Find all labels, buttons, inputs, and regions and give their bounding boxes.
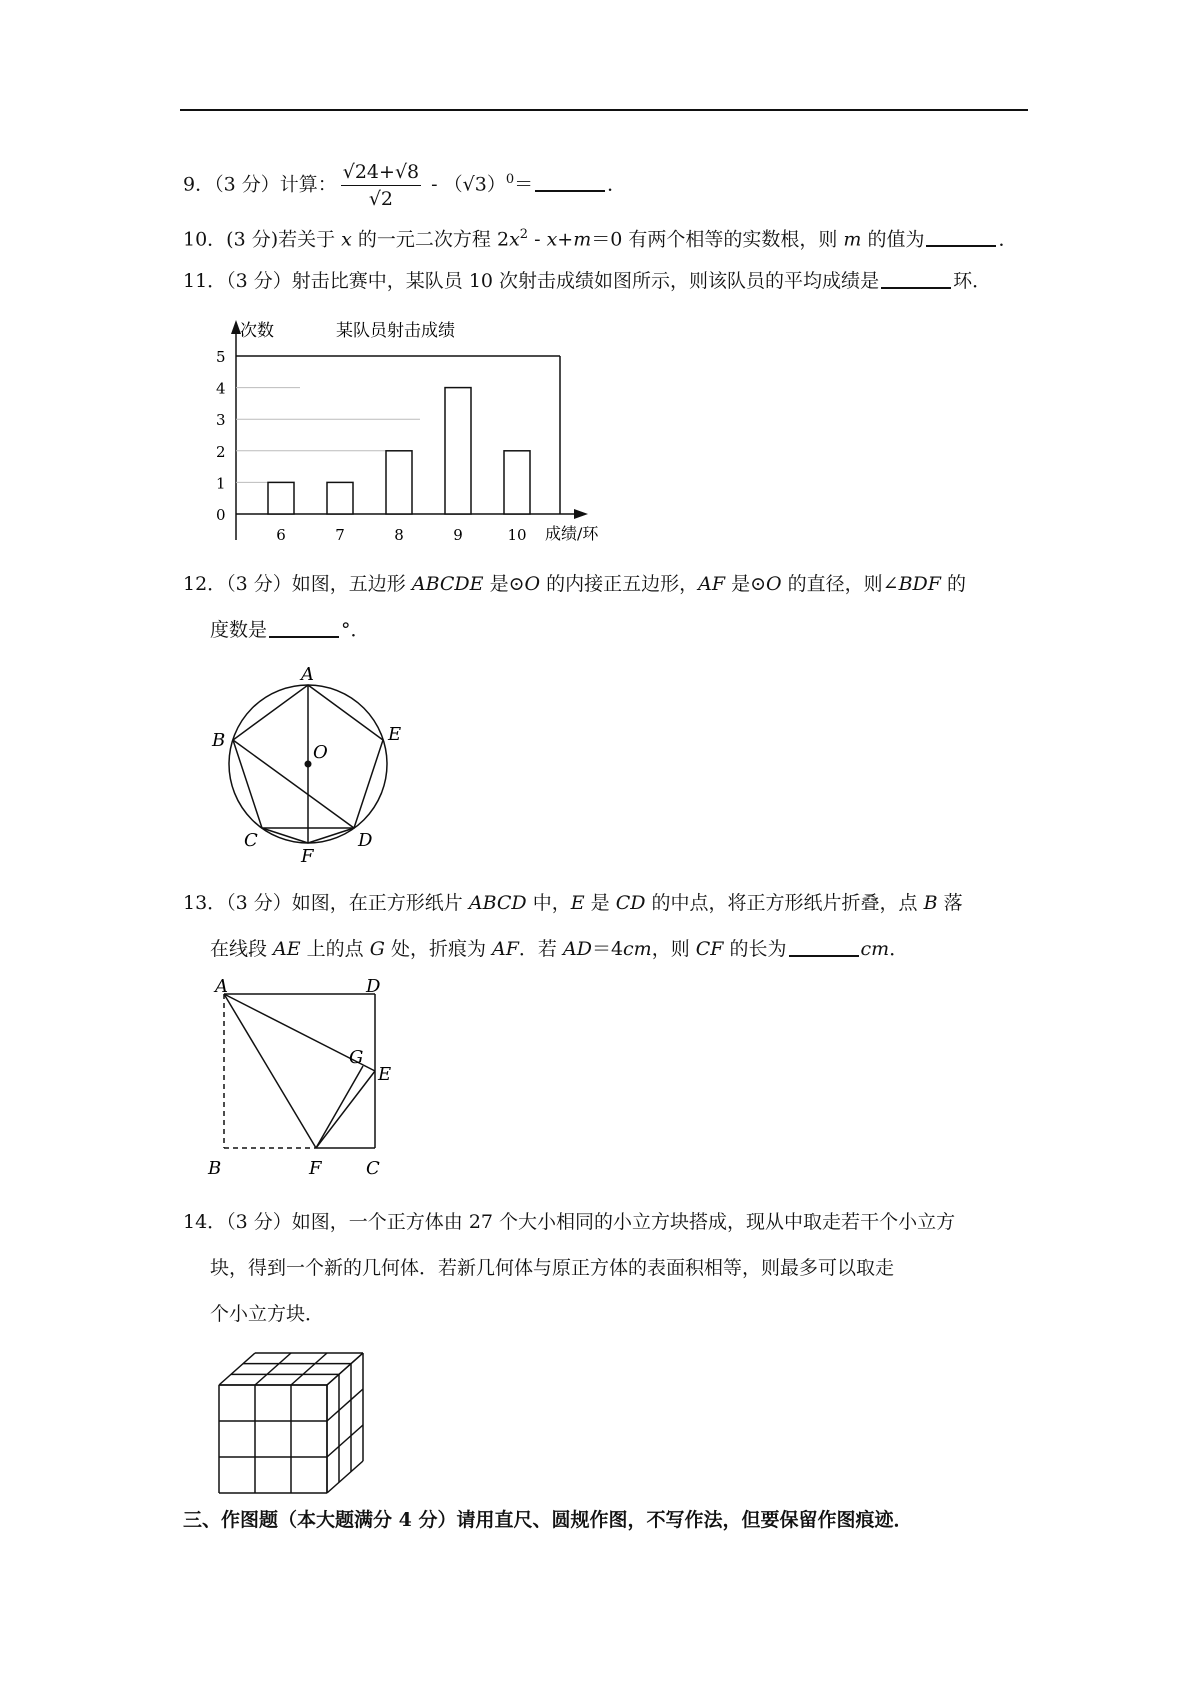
label-f: F xyxy=(309,1158,322,1179)
label-c: C xyxy=(366,1158,380,1179)
cube-edge xyxy=(327,1461,363,1493)
x-tick-label: 10 xyxy=(507,526,527,544)
label-d: D xyxy=(366,976,381,997)
label-e: E xyxy=(388,724,402,745)
question-13-line-2: 在线段 AE 上的点 G 处，折痕为 AF．若 AD＝4cm，则 CF 的长为 cm． xyxy=(210,935,908,963)
x-axis-label: 成绩/环 xyxy=(545,524,599,543)
x-tick-label: 9 xyxy=(453,526,463,544)
question-10: 10．(3 分)若关于 x 的一元二次方程 $2x^2 - x+m=0$ 有两个相等的实数根，则 m 的值为 ． xyxy=(183,227,1018,251)
question-12-line-1: 12．（3 分）如图，五边形 ABCDE 是⊙O 的内接正五边形，AF 是⊙O 的直径，则∠BDF 的 xyxy=(183,573,966,595)
y-tick-label: 0 xyxy=(216,506,226,524)
cube-edge xyxy=(255,1353,291,1385)
cube-edge xyxy=(291,1353,327,1385)
label-c: C xyxy=(244,830,258,851)
section-3-heading: 三、作图题（本大题满分 4 分）请用直尺、圆规作图，不写作法，但要保留作图痕迹． xyxy=(183,1509,913,1531)
cube-edge xyxy=(327,1353,363,1385)
label-d: D xyxy=(358,830,373,851)
fraction: $\frac{√24+√8}{√2}$ xyxy=(342,160,420,210)
label-g: G xyxy=(349,1047,364,1068)
question-14-line-3: 个小立方块． xyxy=(210,1303,325,1325)
label-a: A xyxy=(301,664,314,685)
label-e: E xyxy=(378,1064,392,1085)
y-tick-label: 4 xyxy=(216,379,226,398)
question-12-line-2: 度数是 °． xyxy=(210,616,370,644)
label-a: A xyxy=(215,976,228,997)
cube-edge xyxy=(327,1425,363,1457)
y-axis-label: 次数 xyxy=(240,321,274,341)
question-13-line-1: 13．（3 分）如图，在正方形纸片 ABCD 中，E 是 CD 的中点，将正方形纸片折叠，点 B 落 xyxy=(183,892,963,914)
cube-edge xyxy=(327,1389,363,1421)
x-tick-label: 7 xyxy=(335,526,345,544)
y-tick-label: 3 xyxy=(216,411,226,430)
label-b: B xyxy=(208,1158,222,1179)
cube-edge xyxy=(219,1353,255,1385)
label-o: O xyxy=(313,742,328,763)
question-9: 9．（3 分）计算： $\frac{√24+√8}{√2}$ - $(√3)^0=$ ． xyxy=(183,160,627,210)
question-11: 11．（3 分）射击比赛中，某队员 10 次射击成绩如图所示，则该队员的平均成绩是 环． xyxy=(183,267,991,295)
x-tick-label: 8 xyxy=(394,526,404,544)
question-14-line-2: 块，得到一个新的几何体．若新几何体与原正方体的表面积相等，则最多可以取走 xyxy=(210,1257,895,1279)
y-tick-label: 2 xyxy=(216,442,226,461)
label-b: B xyxy=(212,730,226,751)
y-tick-label: 1 xyxy=(216,474,226,493)
chart-title: 某队员射击成绩 xyxy=(336,321,455,341)
label-f: F xyxy=(301,846,314,867)
y-tick-label: 5 xyxy=(216,348,226,366)
question-14-line-1: 14．（3 分）如图，一个正方体由 27 个大小相同的小立方块搭成，现从中取走若干个小立方 xyxy=(183,1211,956,1233)
x-tick-label: 6 xyxy=(276,526,286,544)
